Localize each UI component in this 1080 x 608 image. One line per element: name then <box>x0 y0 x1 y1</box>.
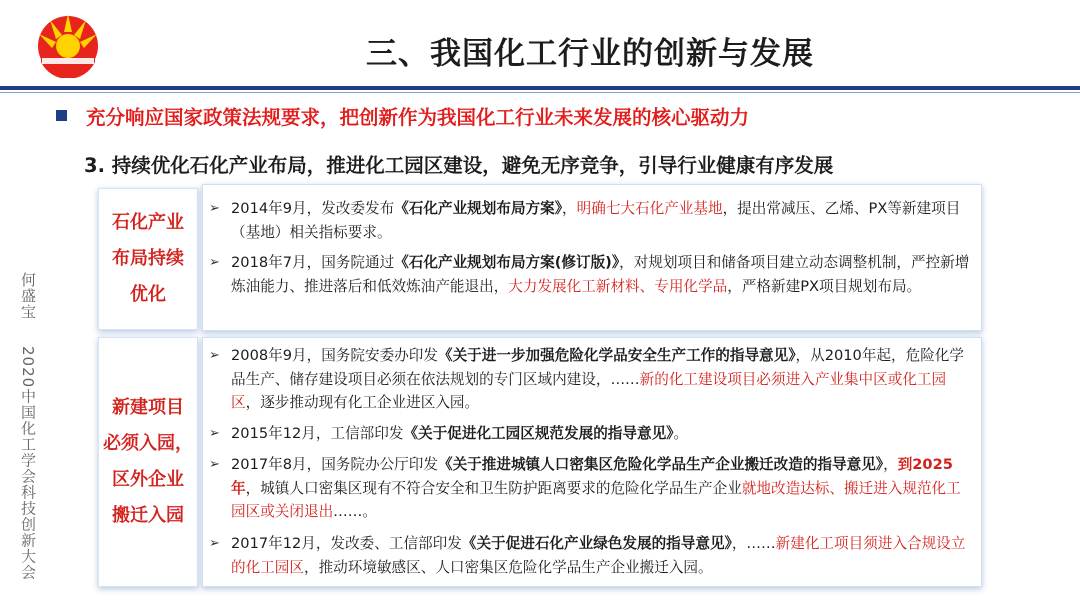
page-title: 三、我国化工行业的创新与发展 <box>366 36 814 72</box>
category-line: 区外企业 <box>112 469 184 490</box>
event-name: 2020中国化工学会科技创新大会 <box>19 346 37 581</box>
category-box-layout <box>98 188 198 330</box>
petrochina-logo-icon <box>32 6 104 78</box>
square-bullet-icon <box>56 110 67 121</box>
category-label <box>103 390 193 534</box>
category-line: 布局持续 <box>112 248 184 269</box>
category-label <box>112 205 184 313</box>
arrow-bullet-icon: ➢ <box>209 201 220 216</box>
policy-item: ➢ 2014年9月，发改委发布《石化产业规划布局方案》，明确七大石化产业基地，提出常减压、乙烯、PX等新建项目（基地）相关指标要求。 <box>231 197 971 244</box>
category-line: 石化产业 <box>112 212 184 233</box>
policy-item: ➢ 2008年9月，国务院安委办印发《关于进一步加强危险化学品安全生产工作的指导意见》，从2010年起，危险化学品生产、储存建设项目必须在依法规划的专门区域内建设，……新的化工建设项目必须进入产业集中区或化工园区，逐步推动现有化工企业进区入园。 <box>231 344 971 415</box>
section-headline: 充分响应国家政策法规要求，把创新作为我国化工行业未来发展的核心驱动力 <box>86 106 750 129</box>
arrow-bullet-icon: ➢ <box>209 457 220 472</box>
policy-item: ➢ 2015年12月，工信部印发《关于促进化工园区规范发展的指导意见》。 <box>231 422 971 446</box>
category-line: 必须入园， <box>103 433 193 454</box>
arrow-bullet-icon: ➢ <box>209 426 220 441</box>
presenter-name: 何盛宝 <box>19 272 37 320</box>
arrow-bullet-icon: ➢ <box>209 255 220 270</box>
category-box-park <box>98 337 198 587</box>
category-line: 优化 <box>130 284 166 305</box>
policy-panel-park <box>202 337 982 587</box>
category-line: 搬迁入园 <box>112 505 184 526</box>
section-subhead: 3. 持续优化石化产业布局，推进化工园区建设，避免无序竞争，引导行业健康有序发展 <box>84 154 834 177</box>
policy-item: ➢ 2018年7月，国务院通过《石化产业规划布局方案(修订版)》，对规划项目和储备项目建立动态调整机制，严控新增炼油能力、推进落后和低效炼油产能退出，大力发展化工新材料、专用化学品，严格新建PX项目规划布局。 <box>231 251 971 298</box>
category-line: 新建项目 <box>112 397 184 418</box>
policy-item: ➢ 2017年8月，国务院办公厅印发《关于推进城镇人口密集区危险化学品生产企业搬迁改造的指导意见》，到2025年，城镇人口密集区现有不符合安全和卫生防护距离要求的危险化学品生产企业就地改造达标、搬迁进入规范化工园区或关闭退出……。 <box>231 453 971 524</box>
header-divider-thin <box>0 92 1080 93</box>
arrow-bullet-icon: ➢ <box>209 536 220 551</box>
arrow-bullet-icon: ➢ <box>209 348 220 363</box>
header-divider <box>0 86 1080 90</box>
policy-panel-layout <box>202 184 982 331</box>
policy-item: ➢ 2017年12月，发改委、工信部印发《关于促进石化产业绿色发展的指导意见》，……新建化工项目须进入合规设立的化工园区，推动环境敏感区、人口密集区危险化学品生产企业搬迁入园。 <box>231 532 971 579</box>
